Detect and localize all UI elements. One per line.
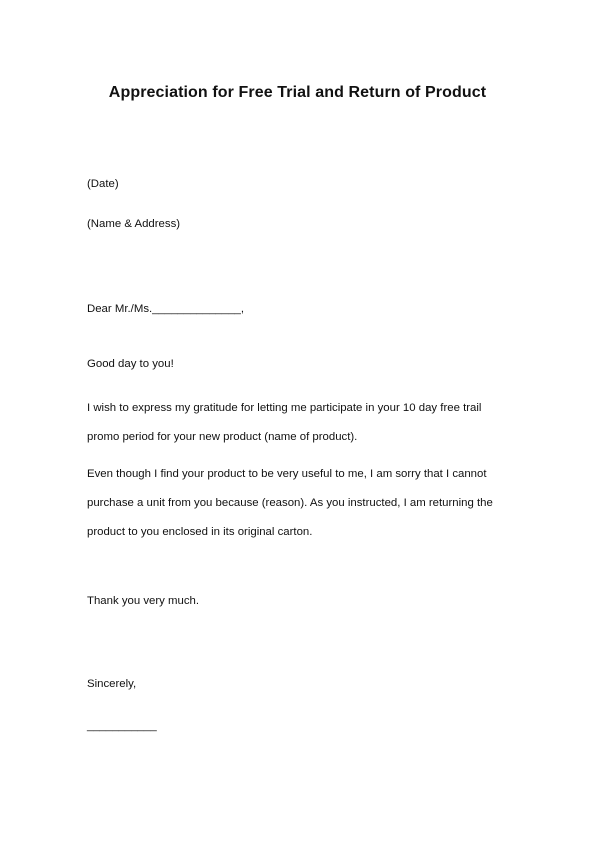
signature-line: ___________ — [87, 720, 157, 732]
paragraph2-line3: product to you enclosed in its original carton. — [87, 526, 313, 538]
salutation: Dear Mr./Ms.______________, — [87, 303, 245, 315]
paragraph2-line1: Even though I find your product to be very useful to me, I am sorry that I cannot — [87, 468, 487, 480]
thanks-line: Thank you very much. — [87, 595, 200, 607]
paragraph2-line2: purchase a unit from you because (reason). As you instructed, I am returning the — [87, 497, 493, 509]
closing: Sincerely, — [87, 678, 137, 690]
letter-title: Appreciation for Free Trial and Return of Product — [108, 84, 487, 101]
paragraph1-line2: promo period for your new product (name of product). — [87, 431, 358, 443]
greeting: Good day to you! — [87, 358, 174, 370]
paragraph1-line1: I wish to express my gratitude for letting me participate in your 10 day free trail — [87, 402, 482, 414]
name-address-placeholder: (Name & Address) — [87, 218, 181, 230]
date-placeholder: (Date) — [87, 178, 119, 190]
